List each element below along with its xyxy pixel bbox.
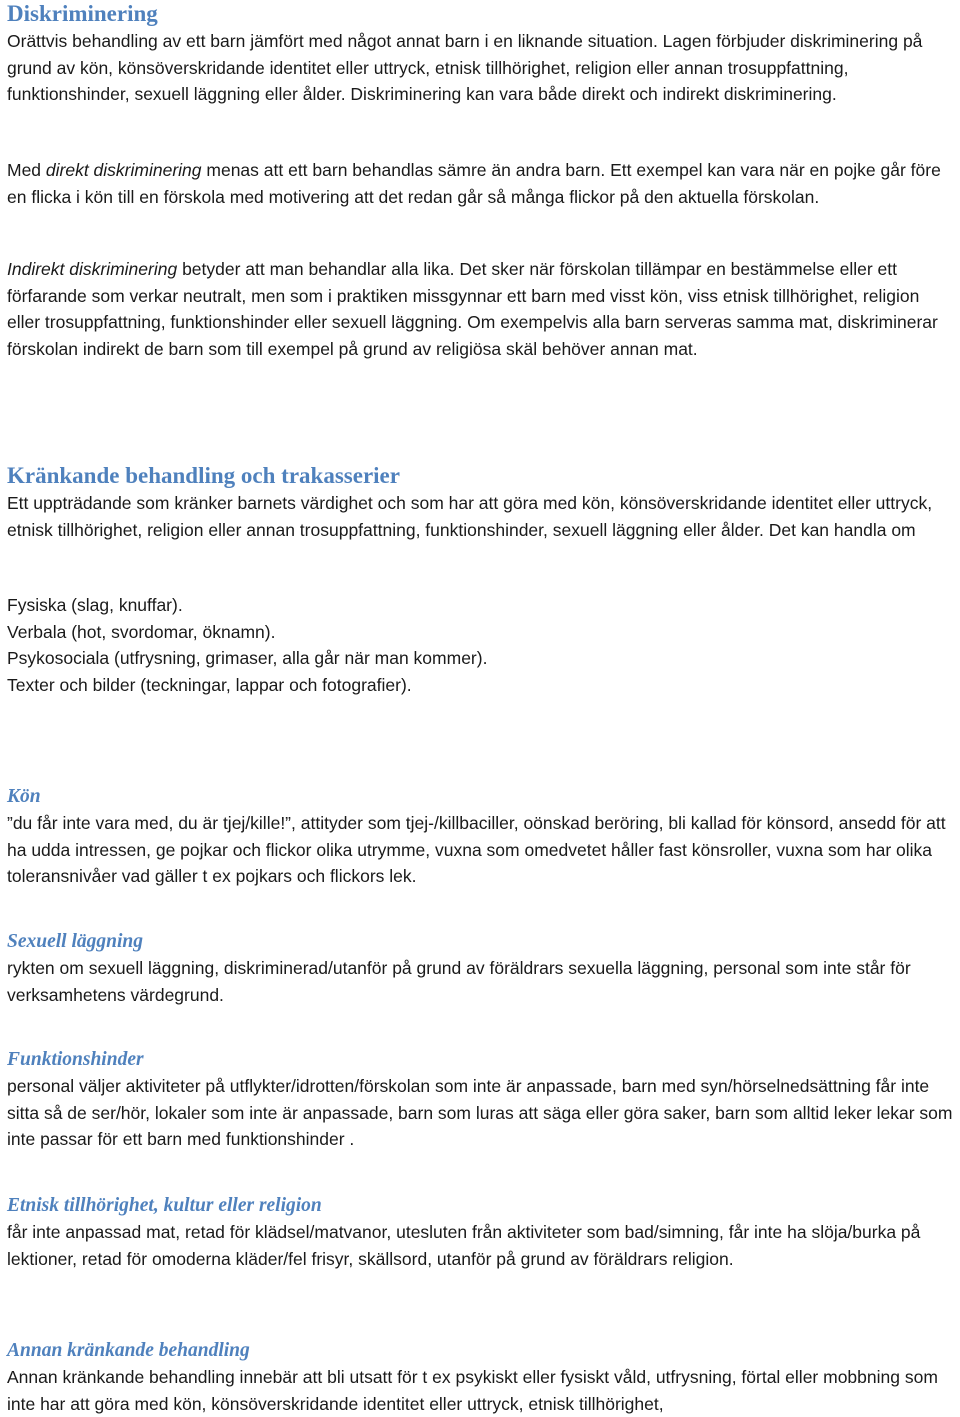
section-kon — [7, 784, 957, 890]
heading-diskriminering: Diskriminering — [7, 1, 158, 26]
section-sexuell-laggning — [7, 929, 957, 1008]
paragraph-etnisk-tillhorighet: får inte anpassad mat, retad för klädsel/matvanor, utesluten från aktiviteter som bad/simning, får inte ha slöja/burka på lektioner, retad för omoderna kläder/fel frisyr, skällsord, utanför på grund av föräldrars religion. — [7, 1222, 921, 1269]
paragraph-sexuell-laggning: rykten om sexuell läggning, diskriminerad/utanför på grund av föräldrars sexuella läggning, personal som inte står för verksamhetens värdegrund. — [7, 958, 911, 1005]
direct-text: menas att ett barn behandlas sämre än andra barn. Ett exempel kan vara när en pojke går före en flicka i kön till en förskola med motivering att det redan går så många flickor på den aktuella förskolan. — [7, 160, 941, 207]
paragraph-annan-krankande-behandling: Annan kränkande behandling innebär att bli utsatt för t ex psykiskt eller fysiskt våld, utfrysning, förtal eller mobbning som inte har att göra med kön, könsöverskridande identitet eller uttryck, etnisk tillhörighet, — [7, 1367, 938, 1414]
list-item: Texter och bilder (teckningar, lappar och fotografier). — [7, 674, 412, 695]
heading-annan-krankande-behandling: Annan kränkande behandling — [7, 1340, 250, 1361]
heading-kon: Kön — [7, 786, 41, 807]
section-funktionshinder — [7, 1047, 957, 1153]
heading-funktionshinder: Funktionshinder — [7, 1049, 144, 1070]
heading-krankande-behandling: Kränkande behandling och trakasserier — [7, 463, 400, 488]
section-diskriminering — [7, 0, 957, 108]
heading-etnisk-tillhorighet: Etnisk tillhörighet, kultur eller religion — [7, 1195, 322, 1216]
list-item: Psykosociala (utfrysning, grimaser, alla går när man kommer). — [7, 648, 488, 669]
heading-sexuell-laggning: Sexuell läggning — [7, 931, 143, 952]
section-etnisk-tillhorighet — [7, 1193, 957, 1272]
paragraph-kon: ”du får inte vara med, du är tjej/kille!”, attityder som tjej-/killbaciller, oönskad beröring, bli kallad för könsord, ansedd för att ha udda intressen, ge pojkar och flickor olika utrymme, vuxna som omedvetet håller fast könsroller, vuxna som har olika toleransnivåer vad gäller t ex pojkars och flickors lek. — [7, 813, 946, 887]
list-item: Verbala (hot, svordomar, öknamn). — [7, 621, 276, 642]
paragraph-direkt-diskriminering — [7, 157, 957, 210]
direct-prefix: Med — [7, 160, 46, 180]
section-krankande-behandling — [7, 462, 957, 543]
indirect-text: betyder att man behandlar alla lika. Det sker när förskolan tillämpar en bestämmelse eller ett förfarande som verkar neutralt, men som i praktiken missgynnar ett barn med visst kön, viss etnisk tillhörighet, religion eller trosuppfattning, funktionshinder eller sexuell läggning. Om exempelvis alla barn serveras samma mat, diskriminerar förskolan indirekt de barn som till exempel på grund av religiösa skäl behöver annan mat. — [7, 259, 938, 359]
list-krankande-types — [7, 592, 957, 698]
paragraph-funktionshinder: personal väljer aktiviteter på utflykter/idrotten/förskolan som inte är anpassade, barn med syn/hörselnedsättning får inte sitta så de ser/hör, lokaler som inte är anpassade, barn som luras att säga eller göra saker, barn som alltid leker lekar som inte passar för ett barn med funktionshinder . — [7, 1076, 953, 1150]
list-item: Fysiska (slag, knuffar). — [7, 595, 183, 615]
paragraph-krankande-intro: Ett uppträdande som kränker barnets värdighet och som har att göra med kön, könsöverskridande identitet eller uttryck, etnisk tillhörighet, religion eller annan trosuppfattning, funktionshinder, sexuell läggning eller ålder. Det kan handla om — [7, 493, 933, 540]
term-direkt-diskriminering: direkt diskriminering — [45, 160, 202, 180]
section-annan-krankande-behandling — [7, 1338, 957, 1417]
paragraph-diskriminering-intro: Orättvis behandling av ett barn jämfört med något annat barn i en liknande situation. Lagen förbjuder diskriminering på grund av kön, könsöverskridande identitet eller uttryck, etnisk tillhörighet, religion eller annan trosuppfattning, funktionshinder, sexuell läggning eller ålder. Diskriminering kan vara både direkt och indirekt diskriminering. — [7, 31, 923, 105]
term-indirekt-diskriminering: Indirekt diskriminering — [7, 259, 178, 279]
paragraph-indirekt-diskriminering — [7, 256, 957, 362]
